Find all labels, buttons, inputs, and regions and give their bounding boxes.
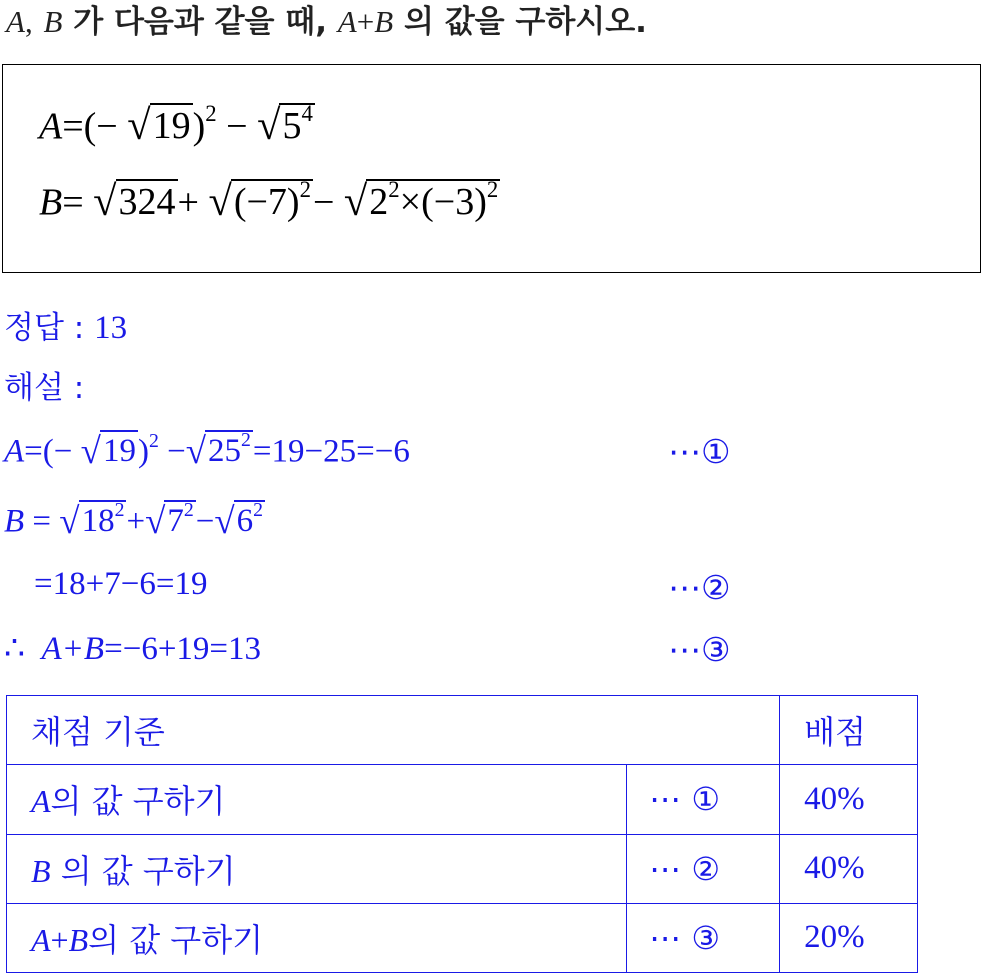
eq-a-radicand-2-base: 5 — [282, 105, 302, 147]
eq-b-radical-3: √ $2^2\times(-3)^2$ — [343, 176, 499, 226]
rubric-row-1-text: 의 값 구하기 — [50, 782, 226, 821]
eq-a-radicand-1: 19 — [150, 103, 193, 147]
rubric-row-1-math: A — [31, 783, 51, 820]
rubric-score: 40% — [780, 765, 918, 834]
rubric-score: 20% — [780, 903, 918, 972]
eq-b-radicand-2-exp: 2 — [299, 176, 311, 202]
question-text — [6, 2, 647, 42]
therefore-symbol: ∴ — [4, 631, 25, 667]
line-b1-radical-3: √ $6^2$ — [214, 499, 264, 541]
rubric-row-3-text: 의 값 구하기 — [88, 920, 264, 959]
line-a-eq: = — [24, 433, 43, 470]
eq-b-lhs: B — [39, 181, 63, 224]
explanation-line-b2: =18+7−6=19 — [34, 566, 208, 602]
table-row — [7, 765, 918, 834]
eq-a-minus: − — [226, 105, 248, 148]
eq-b-radical-2: √ $(-7)^2$ — [208, 176, 311, 226]
rubric-header-score: 배점 — [780, 696, 918, 765]
rubric-header-row — [7, 696, 918, 765]
step-marker-3: ⋯③ — [668, 630, 731, 669]
eq-a-close: ) — [192, 105, 206, 148]
problem-box — [2, 64, 981, 273]
rubric-row-2-math: B — [31, 852, 51, 889]
line-b1-r1-base: 18 — [81, 503, 115, 539]
line-a-close: ) — [137, 433, 149, 470]
rubric-header-criteria: 채점 기준 — [7, 696, 780, 765]
question-text-1: 가 다음과 같을 때, — [73, 4, 327, 40]
eq-b-radicand-3-a: 2 — [369, 181, 389, 223]
line-b1-r2-base: 7 — [167, 503, 184, 539]
equation-b — [39, 176, 500, 226]
rubric-criterion — [7, 765, 627, 834]
eq-b-plus: + — [177, 181, 199, 224]
eq-a-open: (− — [83, 105, 118, 148]
line-b1-r1-exp: 2 — [114, 499, 125, 522]
line-a-radical-1: √ 19 — [80, 429, 136, 471]
question-sum-b: B — [374, 4, 394, 39]
line-b1-radical-2: √ $7^2$ — [145, 499, 194, 541]
eq-a-eq: = — [62, 105, 84, 148]
table-row — [7, 903, 918, 972]
eq-b-radicand-1: 324 — [116, 179, 178, 223]
answer-line — [4, 302, 127, 347]
rubric-mark: ⋯ ① — [627, 765, 780, 834]
line-b1-r3-base: 6 — [236, 503, 254, 539]
line-b1-radical-1: √ $18^2$ — [59, 499, 125, 541]
line-b1-lhs: B — [4, 503, 25, 540]
eq-b-radicand-3-times: ×(−3) — [399, 181, 487, 223]
rubric-mark: ⋯ ② — [627, 834, 780, 903]
line-a-lhs: A — [4, 433, 25, 470]
line-a-radicand-1: 19 — [100, 430, 138, 469]
step-marker-1: ⋯① — [668, 432, 731, 471]
eq-a-exp-1: 2 — [205, 101, 217, 127]
line-a-open: (− — [42, 433, 73, 470]
question-var-a: A — [6, 4, 25, 39]
rubric-row-2-text: 의 값 구하기 — [60, 851, 236, 890]
line-a-rest: =19−25=−6 — [252, 433, 410, 470]
rubric-criterion — [7, 903, 627, 972]
rubric-row-3-math-a: A — [31, 921, 51, 958]
answer-label: 정답 : — [4, 310, 85, 346]
line-a-radicand-2-base: 25 — [207, 433, 241, 469]
explanation-line-sum — [4, 628, 261, 668]
question-text-2: 의 값을 구하시오. — [403, 4, 647, 40]
line-b1-r3-exp: 2 — [253, 499, 264, 522]
line-a-radical-2: √ $25^2$ — [185, 429, 251, 471]
eq-b-eq: = — [62, 181, 84, 224]
rubric-mark: ⋯ ③ — [627, 903, 780, 972]
explanation-label: 해설 : — [4, 370, 85, 406]
line-a-radicand-2-exp: 2 — [240, 429, 251, 452]
eq-b-radicand-3-b-exp: 2 — [486, 176, 499, 202]
eq-b-radicand-2: (−7) — [233, 181, 300, 223]
eq-a-lhs: A — [39, 105, 63, 148]
question-comma: , — [24, 4, 33, 39]
line-b1-minus: − — [195, 503, 215, 540]
question-plus: + — [356, 4, 375, 39]
question-var-b: B — [43, 4, 63, 39]
equation-a — [39, 100, 315, 150]
explanation-line-a — [4, 430, 410, 471]
rubric-score: 40% — [780, 834, 918, 903]
eq-b-minus: − — [312, 181, 335, 224]
line-b1-eq: = — [32, 503, 52, 540]
eq-a-radical-1: √ 19 — [127, 102, 191, 150]
rubric-criterion — [7, 834, 627, 903]
rubric-row-3-plus: + — [50, 921, 69, 958]
eq-b-radicand-3-a-exp: 2 — [388, 176, 400, 202]
line-sum-rest: =−6+19=13 — [104, 631, 262, 667]
question-sum-a: A — [337, 4, 357, 39]
rubric-row-3-math-b: B — [68, 921, 89, 958]
answer-value: 13 — [94, 310, 128, 346]
step-marker-2: ⋯② — [668, 568, 731, 607]
eq-b-radical-1: √ 324 — [93, 178, 176, 226]
explanation-line-b1 — [4, 500, 265, 541]
grading-rubric-table — [6, 695, 918, 973]
line-b1-r2-exp: 2 — [183, 499, 194, 522]
line-a-minus: − — [167, 433, 186, 470]
table-row — [7, 834, 918, 903]
line-sum-expr: A+B — [41, 631, 105, 667]
line-a-exp-1: 2 — [148, 429, 159, 452]
eq-a-radical-2: √ $5^4$ — [257, 100, 313, 150]
eq-a-radicand-2-exp: 4 — [301, 100, 313, 126]
line-b1-plus: + — [126, 503, 146, 540]
